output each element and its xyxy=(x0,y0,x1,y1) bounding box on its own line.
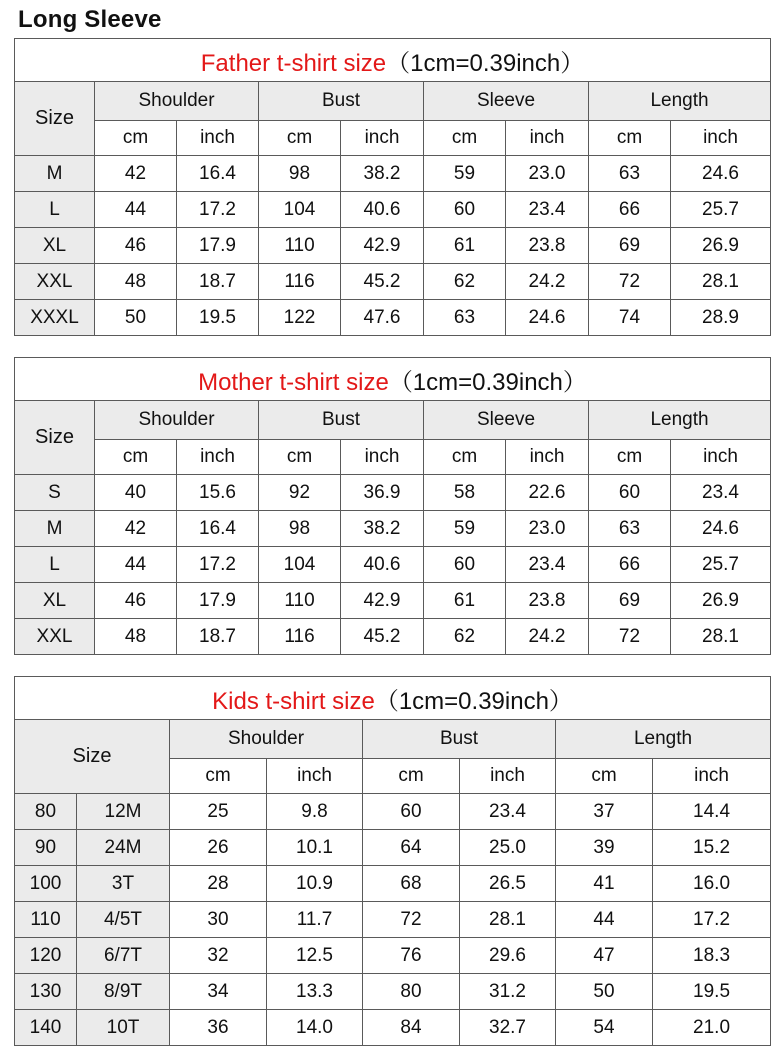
unit-cell: cm xyxy=(424,121,506,156)
value-cell: 60 xyxy=(589,475,671,511)
value-cell: 60 xyxy=(424,192,506,228)
value-cell: 45.2 xyxy=(341,264,424,300)
kids-size-header: Size xyxy=(15,720,170,794)
unit-cell: cm xyxy=(363,759,460,794)
value-cell: 44 xyxy=(95,547,177,583)
value-cell: 24.6 xyxy=(671,511,771,547)
unit-cell: cm xyxy=(589,121,671,156)
table-row xyxy=(15,830,771,866)
value-cell: 110 xyxy=(259,228,341,264)
table-row xyxy=(15,938,771,974)
value-cell: 104 xyxy=(259,547,341,583)
unit-cell: cm xyxy=(424,440,506,475)
size-label-cell: L xyxy=(15,547,95,583)
value-cell: 98 xyxy=(259,156,341,192)
value-cell: 15.2 xyxy=(653,830,771,866)
kids-title-text: Kids t-shirt size xyxy=(212,687,375,715)
page-heading: Long Sleeve xyxy=(18,6,162,33)
father-title-text: Father t-shirt size xyxy=(200,49,387,77)
value-cell: 80 xyxy=(363,974,460,1010)
table-row xyxy=(15,619,771,655)
mother-size-table xyxy=(14,357,771,655)
mother-group-shoulder: Shoulder xyxy=(95,401,259,440)
value-cell: 50 xyxy=(95,300,177,336)
value-cell: 16.4 xyxy=(177,511,259,547)
value-cell: 42.9 xyxy=(341,228,424,264)
value-cell: 72 xyxy=(363,902,460,938)
size-label-cell: 90 xyxy=(15,830,77,866)
table-row xyxy=(15,156,771,192)
value-cell: 63 xyxy=(589,156,671,192)
table-row xyxy=(15,264,771,300)
value-cell: 63 xyxy=(424,300,506,336)
size-label-cell: 100 xyxy=(15,866,77,902)
value-cell: 84 xyxy=(363,1010,460,1046)
age-label-cell: 6/7T xyxy=(77,938,170,974)
value-cell: 45.2 xyxy=(341,619,424,655)
value-cell: 19.5 xyxy=(177,300,259,336)
value-cell: 46 xyxy=(95,228,177,264)
value-cell: 48 xyxy=(95,619,177,655)
value-cell: 72 xyxy=(589,619,671,655)
value-cell: 42.9 xyxy=(341,583,424,619)
value-cell: 18.7 xyxy=(177,264,259,300)
value-cell: 24.6 xyxy=(506,300,589,336)
value-cell: 38.2 xyxy=(341,511,424,547)
age-label-cell: 24M xyxy=(77,830,170,866)
value-cell: 30 xyxy=(170,902,267,938)
table-row xyxy=(15,794,771,830)
value-cell: 19.5 xyxy=(653,974,771,1010)
mother-conversion-text: （1cm=0.39inch） xyxy=(388,368,587,396)
size-label-cell: M xyxy=(15,156,95,192)
unit-cell: cm xyxy=(95,440,177,475)
table-row xyxy=(15,192,771,228)
value-cell: 22.6 xyxy=(506,475,589,511)
unit-cell: inch xyxy=(177,440,259,475)
unit-cell: cm xyxy=(259,121,341,156)
table-row xyxy=(15,475,771,511)
size-label-cell: XL xyxy=(15,583,95,619)
size-label-cell: L xyxy=(15,192,95,228)
age-label-cell: 3T xyxy=(77,866,170,902)
value-cell: 39 xyxy=(556,830,653,866)
value-cell: 44 xyxy=(95,192,177,228)
mother-unit-row xyxy=(15,440,771,475)
age-label-cell: 4/5T xyxy=(77,902,170,938)
age-label-cell: 10T xyxy=(77,1010,170,1046)
value-cell: 28 xyxy=(170,866,267,902)
unit-cell: inch xyxy=(341,440,424,475)
value-cell: 28.1 xyxy=(671,619,771,655)
value-cell: 21.0 xyxy=(653,1010,771,1046)
value-cell: 26.5 xyxy=(460,866,556,902)
value-cell: 28.1 xyxy=(671,264,771,300)
father-conversion-text: （1cm=0.39inch） xyxy=(386,49,585,77)
unit-cell: inch xyxy=(341,121,424,156)
value-cell: 40 xyxy=(95,475,177,511)
value-cell: 13.3 xyxy=(267,974,363,1010)
kids-table-title xyxy=(15,677,771,720)
value-cell: 60 xyxy=(363,794,460,830)
value-cell: 12.5 xyxy=(267,938,363,974)
value-cell: 74 xyxy=(589,300,671,336)
value-cell: 98 xyxy=(259,511,341,547)
value-cell: 32.7 xyxy=(460,1010,556,1046)
value-cell: 17.9 xyxy=(177,583,259,619)
size-label-cell: M xyxy=(15,511,95,547)
age-label-cell: 8/9T xyxy=(77,974,170,1010)
father-unit-row xyxy=(15,121,771,156)
value-cell: 69 xyxy=(589,583,671,619)
value-cell: 76 xyxy=(363,938,460,974)
value-cell: 29.6 xyxy=(460,938,556,974)
value-cell: 28.9 xyxy=(671,300,771,336)
value-cell: 72 xyxy=(589,264,671,300)
value-cell: 116 xyxy=(259,264,341,300)
unit-cell: inch xyxy=(177,121,259,156)
value-cell: 23.8 xyxy=(506,228,589,264)
value-cell: 23.4 xyxy=(671,475,771,511)
table-row xyxy=(15,902,771,938)
size-label-cell: 140 xyxy=(15,1010,77,1046)
mother-size-header: Size xyxy=(15,401,95,475)
value-cell: 25.7 xyxy=(671,547,771,583)
value-cell: 10.9 xyxy=(267,866,363,902)
size-label-cell: XXL xyxy=(15,619,95,655)
value-cell: 63 xyxy=(589,511,671,547)
father-size-header: Size xyxy=(15,82,95,156)
age-label-cell: 12M xyxy=(77,794,170,830)
unit-cell: inch xyxy=(267,759,363,794)
value-cell: 116 xyxy=(259,619,341,655)
value-cell: 17.9 xyxy=(177,228,259,264)
value-cell: 37 xyxy=(556,794,653,830)
value-cell: 11.7 xyxy=(267,902,363,938)
value-cell: 14.4 xyxy=(653,794,771,830)
value-cell: 40.6 xyxy=(341,547,424,583)
size-label-cell: 80 xyxy=(15,794,77,830)
unit-cell: inch xyxy=(653,759,771,794)
value-cell: 26.9 xyxy=(671,583,771,619)
value-cell: 42 xyxy=(95,156,177,192)
value-cell: 46 xyxy=(95,583,177,619)
value-cell: 23.0 xyxy=(506,511,589,547)
father-group-shoulder: Shoulder xyxy=(95,82,259,121)
kids-group-bust: Bust xyxy=(363,720,556,759)
value-cell: 41 xyxy=(556,866,653,902)
value-cell: 122 xyxy=(259,300,341,336)
kids-group-shoulder: Shoulder xyxy=(170,720,363,759)
value-cell: 24.2 xyxy=(506,264,589,300)
value-cell: 64 xyxy=(363,830,460,866)
size-label-cell: S xyxy=(15,475,95,511)
value-cell: 23.8 xyxy=(506,583,589,619)
value-cell: 69 xyxy=(589,228,671,264)
value-cell: 92 xyxy=(259,475,341,511)
size-label-cell: 130 xyxy=(15,974,77,1010)
size-label-cell: XXL xyxy=(15,264,95,300)
size-label-cell: XXXL xyxy=(15,300,95,336)
value-cell: 9.8 xyxy=(267,794,363,830)
size-label-cell: 120 xyxy=(15,938,77,974)
value-cell: 59 xyxy=(424,511,506,547)
value-cell: 28.1 xyxy=(460,902,556,938)
mother-group-length: Length xyxy=(589,401,771,440)
value-cell: 58 xyxy=(424,475,506,511)
value-cell: 61 xyxy=(424,583,506,619)
value-cell: 23.4 xyxy=(506,547,589,583)
value-cell: 59 xyxy=(424,156,506,192)
value-cell: 60 xyxy=(424,547,506,583)
value-cell: 32 xyxy=(170,938,267,974)
value-cell: 25.7 xyxy=(671,192,771,228)
table-row xyxy=(15,228,771,264)
value-cell: 47 xyxy=(556,938,653,974)
table-row xyxy=(15,547,771,583)
value-cell: 18.3 xyxy=(653,938,771,974)
value-cell: 61 xyxy=(424,228,506,264)
value-cell: 16.4 xyxy=(177,156,259,192)
value-cell: 54 xyxy=(556,1010,653,1046)
value-cell: 15.6 xyxy=(177,475,259,511)
table-row xyxy=(15,300,771,336)
value-cell: 62 xyxy=(424,264,506,300)
father-size-table xyxy=(14,38,771,336)
value-cell: 42 xyxy=(95,511,177,547)
mother-group-bust: Bust xyxy=(259,401,424,440)
value-cell: 66 xyxy=(589,192,671,228)
value-cell: 23.4 xyxy=(460,794,556,830)
value-cell: 24.6 xyxy=(671,156,771,192)
value-cell: 18.7 xyxy=(177,619,259,655)
value-cell: 10.1 xyxy=(267,830,363,866)
value-cell: 17.2 xyxy=(177,547,259,583)
value-cell: 24.2 xyxy=(506,619,589,655)
value-cell: 62 xyxy=(424,619,506,655)
value-cell: 110 xyxy=(259,583,341,619)
value-cell: 26 xyxy=(170,830,267,866)
unit-cell: inch xyxy=(506,440,589,475)
value-cell: 25.0 xyxy=(460,830,556,866)
value-cell: 36 xyxy=(170,1010,267,1046)
unit-cell: inch xyxy=(671,121,771,156)
mother-title-text: Mother t-shirt size xyxy=(198,368,389,396)
father-group-sleeve: Sleeve xyxy=(424,82,589,121)
value-cell: 44 xyxy=(556,902,653,938)
value-cell: 23.0 xyxy=(506,156,589,192)
father-group-bust: Bust xyxy=(259,82,424,121)
table-row xyxy=(15,1010,771,1046)
unit-cell: cm xyxy=(259,440,341,475)
value-cell: 40.6 xyxy=(341,192,424,228)
value-cell: 17.2 xyxy=(177,192,259,228)
unit-cell: cm xyxy=(170,759,267,794)
value-cell: 14.0 xyxy=(267,1010,363,1046)
value-cell: 16.0 xyxy=(653,866,771,902)
unit-cell: cm xyxy=(589,440,671,475)
value-cell: 36.9 xyxy=(341,475,424,511)
table-row xyxy=(15,583,771,619)
father-group-length: Length xyxy=(589,82,771,121)
value-cell: 66 xyxy=(589,547,671,583)
size-label-cell: XL xyxy=(15,228,95,264)
value-cell: 38.2 xyxy=(341,156,424,192)
unit-cell: inch xyxy=(460,759,556,794)
mother-group-sleeve: Sleeve xyxy=(424,401,589,440)
father-table-title xyxy=(15,39,771,82)
kids-group-length: Length xyxy=(556,720,771,759)
kids-size-table xyxy=(14,676,771,1046)
table-row xyxy=(15,866,771,902)
unit-cell: cm xyxy=(95,121,177,156)
unit-cell: inch xyxy=(671,440,771,475)
mother-table-title xyxy=(15,358,771,401)
value-cell: 50 xyxy=(556,974,653,1010)
unit-cell: cm xyxy=(556,759,653,794)
table-row xyxy=(15,974,771,1010)
value-cell: 68 xyxy=(363,866,460,902)
value-cell: 25 xyxy=(170,794,267,830)
value-cell: 23.4 xyxy=(506,192,589,228)
value-cell: 17.2 xyxy=(653,902,771,938)
kids-conversion-text: （1cm=0.39inch） xyxy=(374,687,573,715)
value-cell: 104 xyxy=(259,192,341,228)
value-cell: 31.2 xyxy=(460,974,556,1010)
value-cell: 48 xyxy=(95,264,177,300)
value-cell: 26.9 xyxy=(671,228,771,264)
table-row xyxy=(15,511,771,547)
value-cell: 34 xyxy=(170,974,267,1010)
size-label-cell: 110 xyxy=(15,902,77,938)
value-cell: 47.6 xyxy=(341,300,424,336)
unit-cell: inch xyxy=(506,121,589,156)
